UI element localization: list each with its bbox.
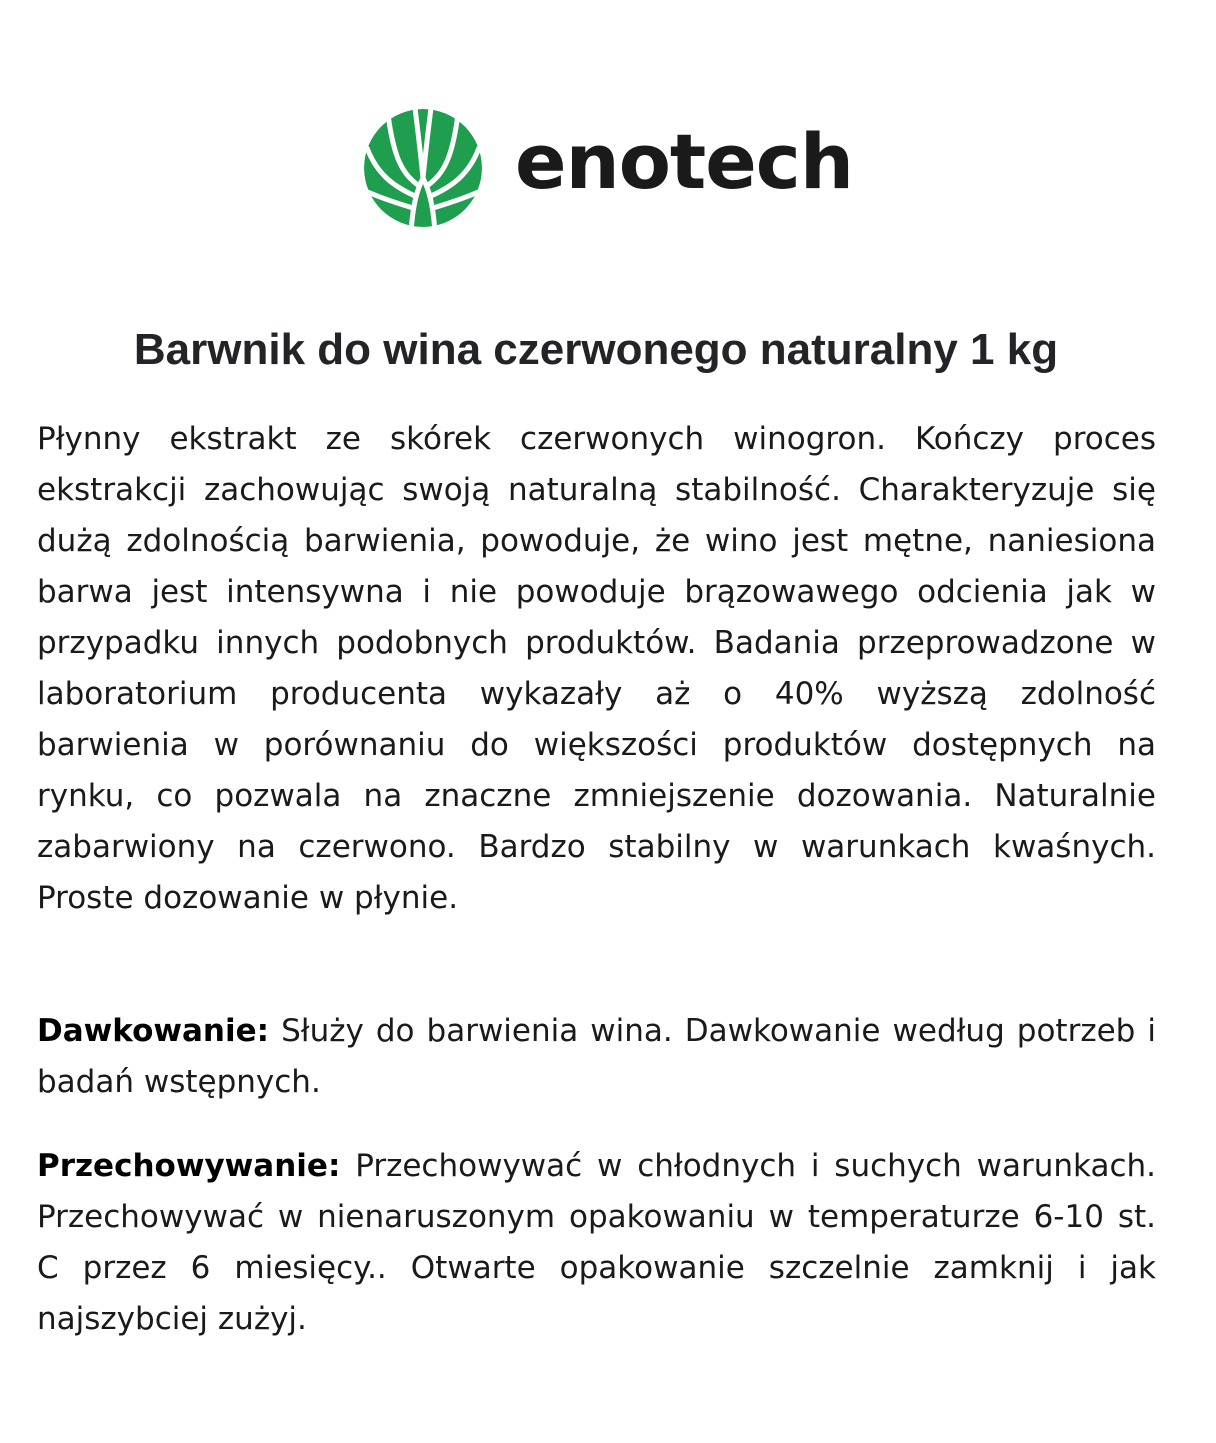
product-title: Barwnik do wina czerwonego naturalny 1 kg: [133, 325, 1059, 374]
storage-section: [37, 1141, 1156, 1345]
product-description: Płynny ekstrakt ze skórek czerwonych winogron. Kończy proces ekstrakcji zachowując swoją naturalną stabilność. Charakteryzuje się dużą zdolnością barwienia, powoduje, że wino jest mętne, naniesiona barwa jest intensywna i nie powoduje brązowawego odcienia jak w przypadku innych podobnych produktów. Badania przeprowadzone w laboratorium producenta wykazały aż o 40% wyższą zdolność barwienia w porównaniu do większości produktów dostępnych na rynku, co pozwala na znaczne zmniejszenie dozowania. Naturalnie zabarwiony na czerwono. Bardzo stabilny w warunkach kwaśnych. Proste dozowanie w płynie.: [37, 421, 1156, 916]
dosage-text: Służy do barwienia wina. Dawkowanie według potrzeb i badań wstępnych.: [37, 1013, 1156, 1100]
dosage-section: [37, 1006, 1156, 1108]
storage-label: Przechowywanie:: [37, 1148, 341, 1184]
brand-wordmark: enotech: [515, 117, 853, 206]
brand-header: [0, 106, 1216, 230]
dosage-label: Dawkowanie:: [37, 1013, 270, 1049]
enotech-leaf-logo-icon: [363, 108, 483, 228]
storage-text: Przechowywać w chłodnych i suchych warunkach. Przechowywać w nienaruszonym opakowaniu w temperaturze 6-10 st. C przez 6 miesięcy.. Otwarte opakowanie szczelnie zamknij i jak najszybciej zużyj.: [37, 1148, 1156, 1337]
